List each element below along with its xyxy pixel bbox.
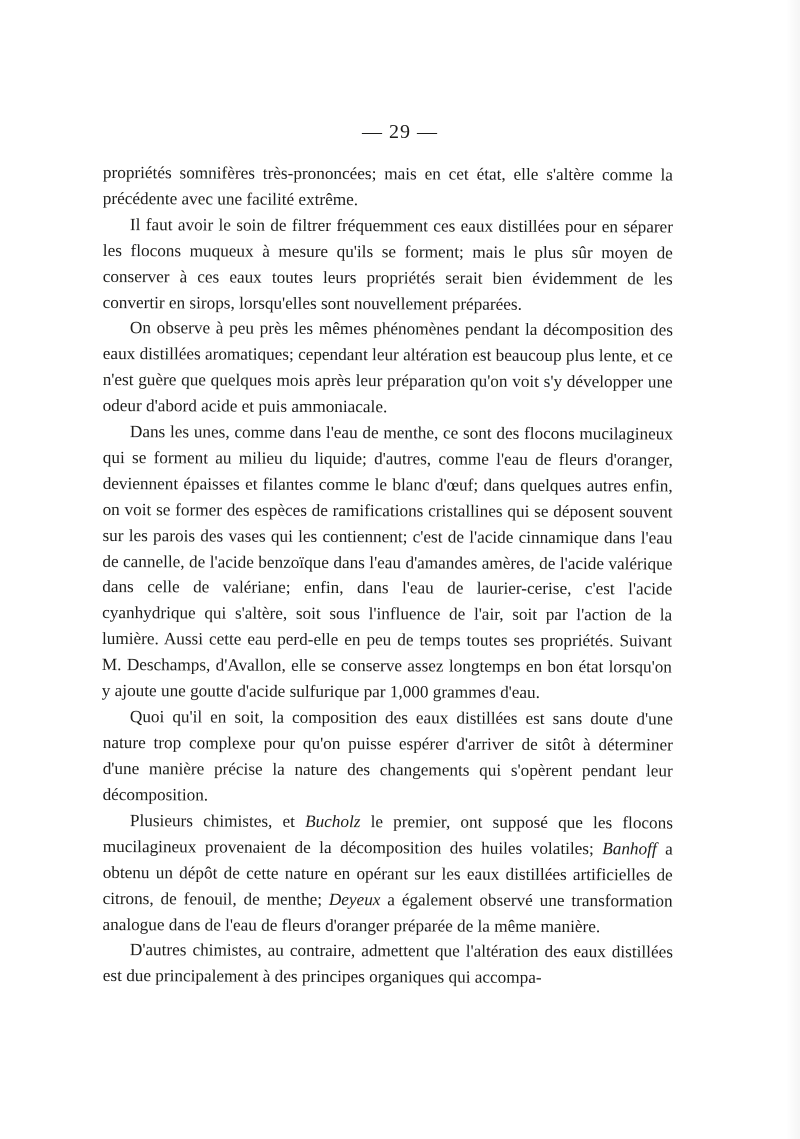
paragraph-6-text-d: a également observé une transformation analogue dans de l'eau de fleurs d'oranger préparée de la même manière. xyxy=(102,889,673,936)
page-number: — 29 — xyxy=(362,121,438,143)
paragraph-2: Il faut avoir le soin de filtrer fréquemment ces eaux distillées pour en séparer les flocons muqueux à mesure qu'ils se forment; mais le plus sûr moyen de conserver à ces eaux toutes leurs propriétés serait bien évidemment de les convertir en sirops, lorsqu'elles sont nouvellement préparées. xyxy=(102,214,673,314)
paragraph-4: Dans les unes, comme dans l'eau de menthe, ce sont des flocons mucilagineux qui se forment au milieu du liquide; d'autres, comme l'eau de fleurs d'oranger, deviennent épaisses et filantes comme le blanc d'œuf; dans quelques autres enfin, on voit se former des espèces de ramifications cristallines qui se déposent souvent sur les parois des vases qui les contiennent; c'est de l'acide cinnamique dans l'eau de cannelle, de l'acide benzoïque dans l'eau d'amandes amères, de l'acide valérique dans celle de valériane; enfin, dans l'eau de laurier-cerise, c'est l'acide cyanhydrique qui s'altère, soit sous l'influence de l'air, soit par l'action de la lumière. Aussi cette eau perd-elle en peu de temps toutes ses propriétés. Suivant M. Deschamps, d'Avallon, elle se conserve assez longtemps en bon état lorsqu'on y ajoute une goutte d'acide sulfurique par 1,000 grammes d'eau. xyxy=(101,422,673,703)
page-edge-shadow xyxy=(786,0,800,1139)
body-text xyxy=(103,160,673,989)
paragraph-6-text-c: a obtenu un dépôt de cette nature en opérant sur les eaux distillées artificielles de citrons, de fenouil, de menthe; xyxy=(102,838,673,909)
paragraph-1: propriétés somnifères très-prononcées; mais en cet état, elle s'altère comme la précédente avec une facilité extrême. xyxy=(102,162,673,210)
author-name-banhoff: Banhoff xyxy=(602,838,657,858)
paragraph-3: On observe à peu près les mêmes phénomènes pendant la décomposition des eaux distillées aromatiques; cependant leur altération est beaucoup plus lente, et ce n'est guère que quelques mois après leur préparation qu'on voit s'y développer une odeur d'abord acide et puis ammoniacale. xyxy=(102,318,673,417)
author-name-deyeux: Deyeux xyxy=(328,889,381,909)
paragraph-5: Quoi qu'il en soit, la composition des eaux distillées est sans doute d'une nature trop complexe pour qu'on puisse espérer d'arriver de sitôt à déterminer d'une manière précise la nature des changements qui s'opèrent pendant leur décomposition. xyxy=(102,707,673,805)
author-name-bucholz: Bucholz xyxy=(305,811,361,831)
paragraph-6-text-b: le premier, ont supposé que les flocons mucilagineux provenaient de la décomposition des huiles volatiles; xyxy=(102,811,673,858)
paragraph-7: D'autres chimistes, au contraire, admettent que l'altération des eaux distillées est due principalement à des principes organiques qui accompa- xyxy=(102,940,673,988)
paragraph-6 xyxy=(102,808,673,940)
paragraph-6-text-a: Plusieurs chimistes, et xyxy=(129,810,306,831)
